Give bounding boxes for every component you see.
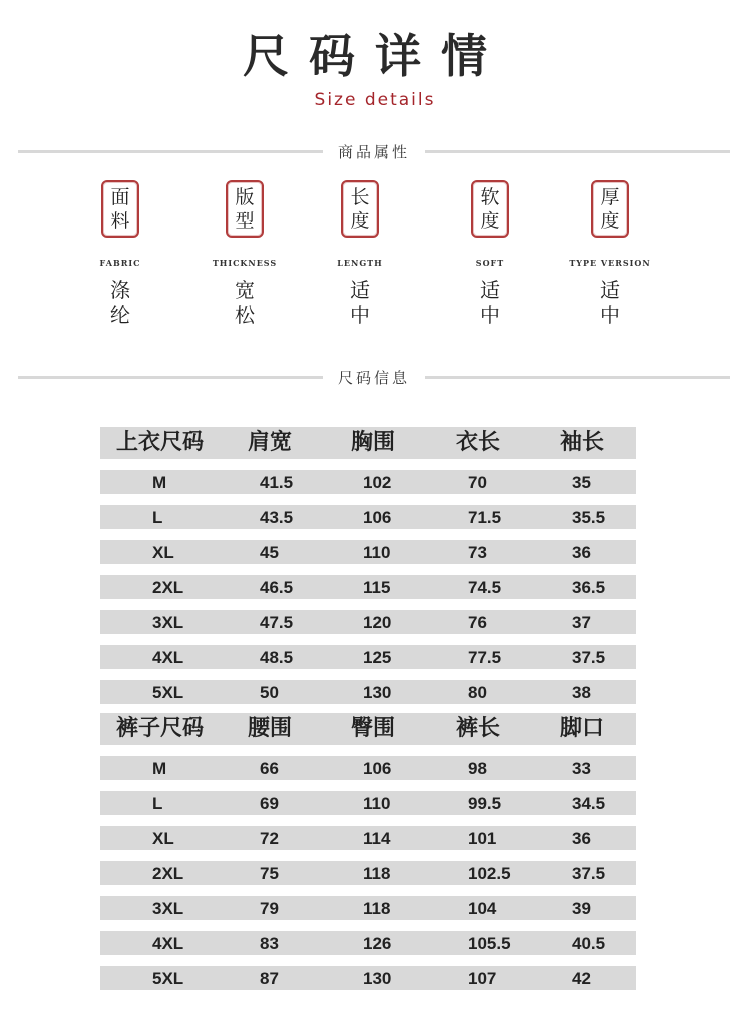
- attribute-softness: [430, 180, 550, 328]
- pants-table-header-row: [100, 713, 636, 745]
- top-table-cell: L: [152, 508, 163, 527]
- attribute-value: 涤纶: [110, 278, 130, 327]
- attribute-value: 适中: [350, 278, 370, 327]
- attribute-value: 宽松: [235, 278, 255, 327]
- pants-table-cell: 5XL: [152, 969, 184, 988]
- pants-table-cell: 99.5: [468, 794, 502, 813]
- attribute-en-label: THICKNESS: [212, 258, 278, 268]
- top-table-cell: 36: [572, 543, 591, 562]
- top-table-cell: 45: [260, 543, 279, 562]
- top-table-cell: 38: [572, 683, 591, 702]
- top-table-row: [100, 575, 636, 599]
- pants-table-row: [100, 931, 636, 955]
- top-table-cell: 2XL: [152, 578, 184, 597]
- pants-table-header-cell: 腰围: [248, 716, 293, 741]
- top-table-cell: 41.5: [260, 473, 294, 492]
- attribute-en-label: FABRIC: [99, 258, 141, 268]
- pants-table-cell: M: [152, 759, 167, 778]
- top-table-header-cell: 肩宽: [248, 430, 293, 455]
- pants-table-cell: 79: [260, 899, 279, 918]
- top-table-cell: 106: [363, 508, 392, 527]
- top-table-cell: 110: [363, 543, 391, 562]
- top-table-cell: 102: [363, 473, 392, 492]
- top-table-cell: 35.5: [572, 508, 606, 527]
- pants-table-cell: 3XL: [152, 899, 184, 918]
- attribute-seal: 长度: [341, 180, 379, 238]
- top-table-header-row: [100, 427, 636, 459]
- top-table-row: [100, 645, 636, 669]
- page-subtitle: Size details: [314, 90, 436, 110]
- pants-table-cell: 106: [363, 759, 392, 778]
- top-table-header-cell: 袖长: [560, 430, 605, 455]
- pants-table-row: [100, 861, 636, 885]
- top-table-cell: XL: [152, 543, 174, 562]
- pants-table-cell: 126: [363, 934, 392, 953]
- top-table-cell: 71.5: [468, 508, 502, 527]
- pants-table-cell: 42: [572, 969, 591, 988]
- top-table-cell: 36.5: [572, 578, 606, 597]
- pants-table-cell: 40.5: [572, 934, 606, 953]
- pants-table-cell: L: [152, 794, 163, 813]
- attribute-en-label: LENGTH: [337, 258, 383, 268]
- pants-table-cell: 105.5: [468, 934, 511, 953]
- top-table-cell: 48.5: [260, 648, 294, 667]
- top-table-cell: 4XL: [152, 648, 184, 667]
- pants-table-cell: 101: [468, 829, 497, 848]
- top-table-cell: 125: [363, 648, 392, 667]
- top-table-cell: M: [152, 473, 167, 492]
- pants-table-header-cell: 臀围: [351, 716, 396, 741]
- pants-table-row: [100, 966, 636, 990]
- attribute-length: [300, 180, 420, 328]
- top-table-row: [100, 680, 636, 704]
- top-table-cell: 50: [260, 683, 279, 702]
- top-table-cell: 115: [363, 578, 391, 597]
- top-table-cell: 47.5: [260, 613, 294, 632]
- top-table-row: [100, 505, 636, 529]
- pants-table-cell: 69: [260, 794, 279, 813]
- attribute-seal: 软度: [471, 180, 509, 238]
- pants-table-cell: 36: [572, 829, 591, 848]
- top-table-cell: 5XL: [152, 683, 184, 702]
- top-table-header-cell: 衣长: [456, 430, 501, 455]
- top-table-cell: 37: [572, 613, 591, 632]
- pants-table-header-cell: 脚口: [560, 716, 605, 741]
- page-title: 尺码详情: [243, 29, 507, 83]
- pants-table-row: [100, 896, 636, 920]
- pants-table-cell: 98: [468, 759, 487, 778]
- attribute-thickness: [550, 180, 670, 328]
- pants-table-cell: 39: [572, 899, 591, 918]
- attribute-en-label: SOFT: [475, 258, 505, 268]
- pants-table-cell: 4XL: [152, 934, 184, 953]
- attribute-value: 适中: [480, 278, 500, 327]
- top-table-cell: 77.5: [468, 648, 502, 667]
- top-table-cell: 70: [468, 473, 487, 492]
- pants-table-cell: 75: [260, 864, 279, 883]
- pants-table-cell: 130: [363, 969, 392, 988]
- attribute-en-label: TYPE VERSION: [569, 258, 651, 268]
- top-table-cell: 35: [572, 473, 591, 492]
- attribute-seal: 面料: [101, 180, 139, 238]
- pants-table-cell: 104: [468, 899, 497, 918]
- top-table-cell: 3XL: [152, 613, 184, 632]
- top-table-cell: 43.5: [260, 508, 294, 527]
- pants-table-cell: 102.5: [468, 864, 511, 883]
- top-table-row: [100, 610, 636, 634]
- pants-table-header-cell: 裤长: [456, 716, 501, 741]
- section-divider-attributes: [18, 141, 730, 161]
- pants-table-cell: 83: [260, 934, 279, 953]
- top-table-cell: 76: [468, 613, 487, 632]
- pants-table-cell: 34.5: [572, 794, 606, 813]
- pants-table-cell: 114: [363, 829, 391, 848]
- pants-table-header-cell: 裤子尺码: [116, 716, 205, 741]
- pants-table-cell: 37.5: [572, 864, 606, 883]
- section-title-attributes: 商品属性: [337, 143, 410, 161]
- top-table-row: [100, 470, 636, 494]
- section-divider-size-info: [18, 367, 730, 387]
- top-table-cell: 73: [468, 543, 487, 562]
- product-attributes: [60, 180, 700, 340]
- pants-table-cell: 87: [260, 969, 279, 988]
- pants-table-row: [100, 826, 636, 850]
- top-table-cell: 120: [363, 613, 392, 632]
- attribute-fit: [185, 180, 305, 328]
- attribute-fabric: [60, 180, 180, 328]
- pants-table-cell: 33: [572, 759, 591, 778]
- attribute-seal: 厚度: [591, 180, 629, 238]
- pants-table-cell: 72: [260, 829, 279, 848]
- attribute-value: 适中: [600, 278, 620, 327]
- section-title-size-info: 尺码信息: [337, 369, 410, 387]
- top-table-cell: 46.5: [260, 578, 294, 597]
- top-table-cell: 37.5: [572, 648, 606, 667]
- pants-table-row: [100, 791, 636, 815]
- pants-table-row: [100, 756, 636, 780]
- pants-table-cell: 107: [468, 969, 497, 988]
- top-table-cell: 130: [363, 683, 392, 702]
- attribute-seal: 版型: [226, 180, 264, 238]
- top-table-cell: 80: [468, 683, 487, 702]
- pants-table-cell: XL: [152, 829, 174, 848]
- pants-table-cell: 118: [363, 899, 391, 918]
- pants-table-cell: 2XL: [152, 864, 184, 883]
- top-table-header-cell: 胸围: [351, 430, 396, 455]
- top-table-cell: 74.5: [468, 578, 502, 597]
- pants-table-cell: 66: [260, 759, 279, 778]
- pants-table-cell: 118: [363, 864, 391, 883]
- top-table-row: [100, 540, 636, 564]
- pants-table-cell: 110: [363, 794, 391, 813]
- top-table-header-cell: 上衣尺码: [116, 430, 205, 455]
